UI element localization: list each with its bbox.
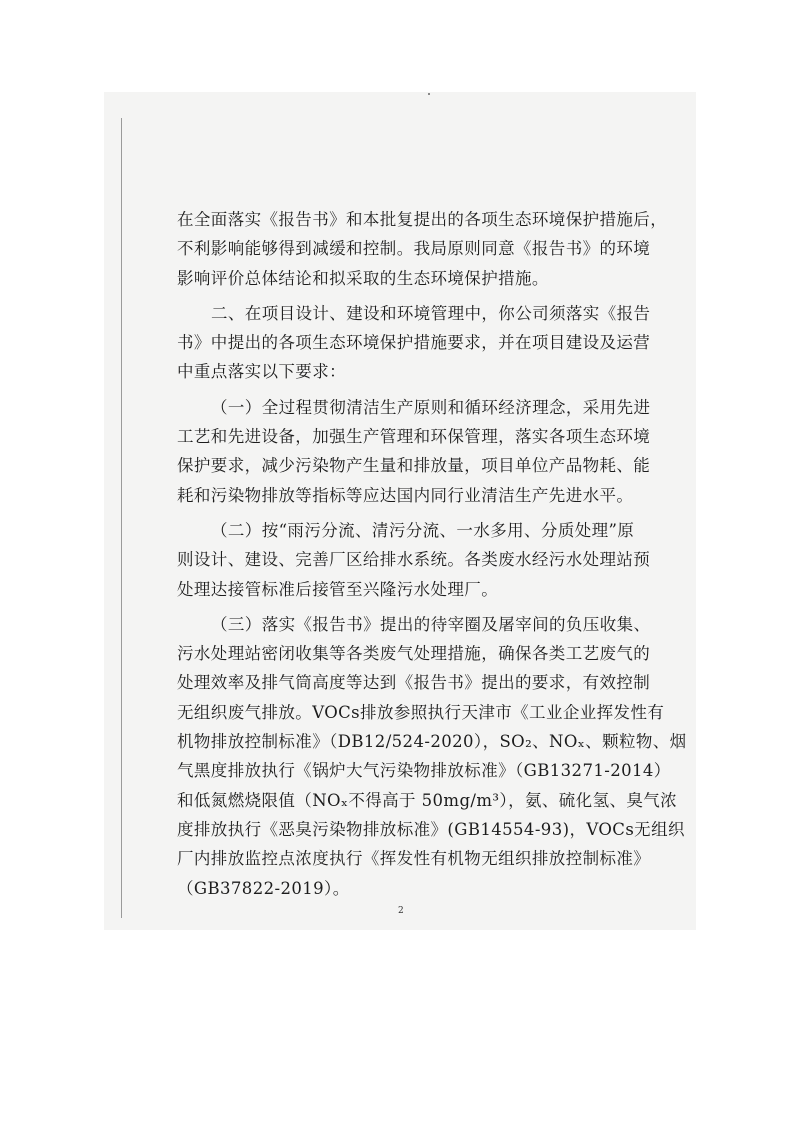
text-line: （三）落实《报告书》提出的待宰圈及屠宰间的负压收集、 (211, 614, 651, 634)
text-line: （一）全过程贯彻清洁生产原则和循环经济理念，采用先进 (211, 397, 651, 417)
text-line: 气黑度排放执行《锅炉大气污染物排放标准》（GB13271-2014） (177, 761, 671, 781)
text-line: 机物排放控制标准》（DB12/524-2020），SO₂、NOₓ、颗粒物、烟 (177, 732, 687, 752)
scan-speck (428, 93, 430, 95)
text-line: 度排放执行《恶臭污染物排放标准》(GB14554-93)，VOCs无组织 (177, 819, 685, 839)
text-line: 和低氮燃烧限值（NOₓ不得高于 50mg/m³），氨、硫化氢、臭气浓 (177, 790, 678, 810)
text-line: 工艺和先进设备，加强生产管理和环保管理，落实各项生态环境 (177, 427, 651, 447)
text-line: （GB37822-2019）。 (177, 878, 350, 898)
text-line: 保护要求，减少污染物产生量和排放量，项目单位产品物耗、能 (177, 456, 651, 476)
text-line: 不利影响能够得到减缓和控制。我局原则同意《报告书》的环境 (177, 239, 651, 259)
text-line: 厂内排放监控点浓度执行《挥发性有机物无组织排放控制标准》 (177, 849, 651, 869)
text-line: 中重点落实以下要求： (177, 362, 346, 382)
scan-binding-edge (121, 118, 122, 918)
text-line: 无组织废气排放。VOCs排放参照执行天津市《工业企业挥发性有 (177, 702, 665, 722)
paragraph-continuation (177, 205, 668, 293)
paragraph-item-2 (177, 516, 651, 604)
text-line: （二）按“雨污分流、清污分流、一水多用、分质处理”原 (211, 520, 635, 540)
text-line: 处理效率及排气筒高度等达到《报告书》提出的要求，有效控制 (177, 673, 651, 693)
text-line: 影响评价总体结论和拟采取的生态环境保护措施。 (177, 268, 549, 288)
text-line: 书》中提出的各项生态环境保护措施要求，并在项目建设及运营 (177, 333, 651, 353)
paragraph-item-1 (177, 393, 651, 510)
body-text (177, 205, 687, 903)
text-line: 处理达接管标准后接管至兴隆污水处理厂。 (177, 579, 499, 599)
paragraph-requirements-intro (177, 299, 651, 387)
text-line: 耗和污染物排放等指标等应达国内同行业清洁生产先进水平。 (177, 485, 634, 505)
paragraph-item-3 (177, 610, 687, 903)
page-number: 2 (398, 906, 404, 916)
text-line: 则设计、建设、完善厂区给排水系统。各类废水经污水处理站预 (177, 550, 651, 570)
text-line: 在全面落实《报告书》和本批复提出的各项生态环境保护措施后， (177, 210, 668, 229)
text-line: 污水处理站密闭收集等各类废气处理措施，确保各类工艺废气的 (177, 644, 651, 664)
text-line: 二、在项目设计、建设和环境管理中，你公司须落实《报告 (211, 303, 651, 323)
